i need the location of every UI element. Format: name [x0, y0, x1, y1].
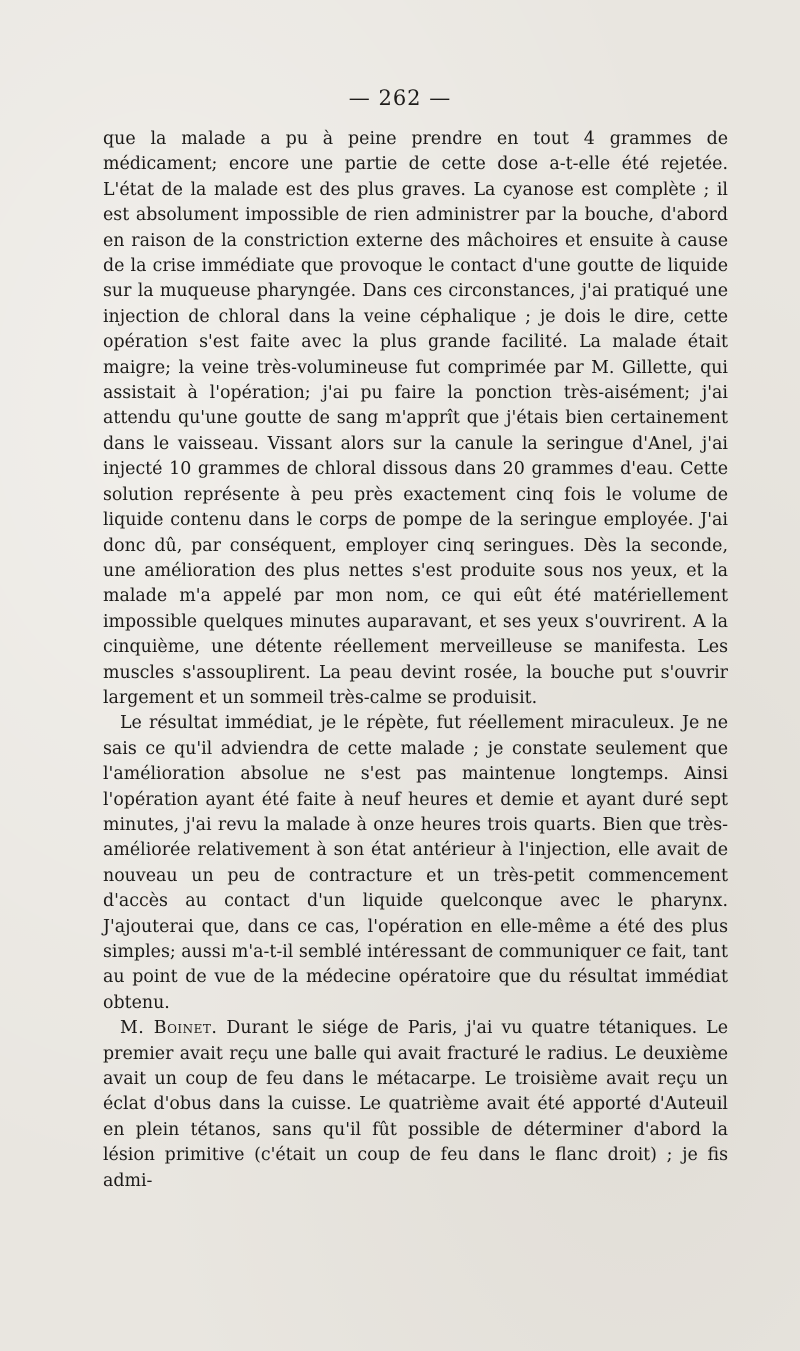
- page-number: — 262 —: [348, 86, 452, 110]
- paragraph-3: [103, 1016, 728, 1194]
- speaker-name: M. Boinet.: [120, 1018, 218, 1039]
- paragraph-2: Le résultat immédiat, je le répète, fut réellement miraculeux. Je ne sais ce qu'il adviendra de cette malade ; je constate seulement que l'amélioration absolue ne s'est pas maintenue longtemps. Ainsi l'opération ayant été faite à neuf heures et demie et ayant duré sept minutes, j'ai revu la malade à onze heures trois quarts. Bien que très-améliorée relativement à son état antérieur à l'injection, elle avait de nouveau un peu de contracture et un très-petit commencement d'accès au contact d'un liquide quelconque avec le pharynx. J'ajouterai que, dans ce cas, l'opération en elle-même a été des plus simples; aussi m'a-t-il semblé intéressant de communiquer ce fait, tant au point de vue de la médecine opératoire que du résultat immédiat obtenu.: [103, 713, 728, 1013]
- body-text: [103, 127, 728, 1194]
- paragraph-3-text: Durant le siége de Paris, j'ai vu quatre tétaniques. Le premier avait reçu une balle qui avait fracturé le radius. Le deuxième avait un coup de feu dans le métacarpe. Le troisième avait reçu un éclat d'obus dans la cuisse. Le quatrième avait été apporté d'Auteuil en plein tétanos, sans qu'il fût possible de déterminer d'abord la lésion primitive (c'était un coup de feu dans le flanc droit) ; je fis admi-: [103, 1018, 728, 1191]
- paragraph-1: que la malade a pu à peine prendre en tout 4 grammes de médicament; encore une partie de cette dose a-t-elle été rejetée. L'état de la malade est des plus graves. La cyanose est complète ; il est absolument impossible de rien administrer par la bouche, d'abord en raison de la constriction externe des mâchoires et ensuite à cause de la crise immédiate que provoque le contact d'une goutte de liquide sur la muqueuse pharyngée. Dans ces circonstances, j'ai pratiqué une injection de chloral dans la veine céphalique ; je dois le dire, cette opération s'est faite avec la plus grande facilité. La malade était maigre; la veine très-volumineuse fut comprimée par M. Gillette, qui assistait à l'opération; j'ai pu faire la ponction très-aisément; j'ai attendu qu'une goutte de sang m'apprît que j'étais bien certainement dans le vaisseau. Vissant alors sur la canule la seringue d'Anel, j'ai injecté 10 grammes de chloral dissous dans 20 grammes d'eau. Cette solution représente à peu près exactement cinq fois le volume de liquide contenu dans le corps de pompe de la seringue employée. J'ai donc dû, par conséquent, employer cinq seringues. Dès la seconde, une amélioration des plus nettes s'est produite sous nos yeux, et la malade m'a appelé par mon nom, ce qui eût été matériellement impossible quelques minutes auparavant, et ses yeux s'ouvrirent. A la cinquième, une détente réellement merveilleuse se manifesta. Les muscles s'assouplirent. La peau devint rosée, la bouche put s'ouvrir largement et un sommeil très-calme se produisit.: [103, 129, 728, 708]
